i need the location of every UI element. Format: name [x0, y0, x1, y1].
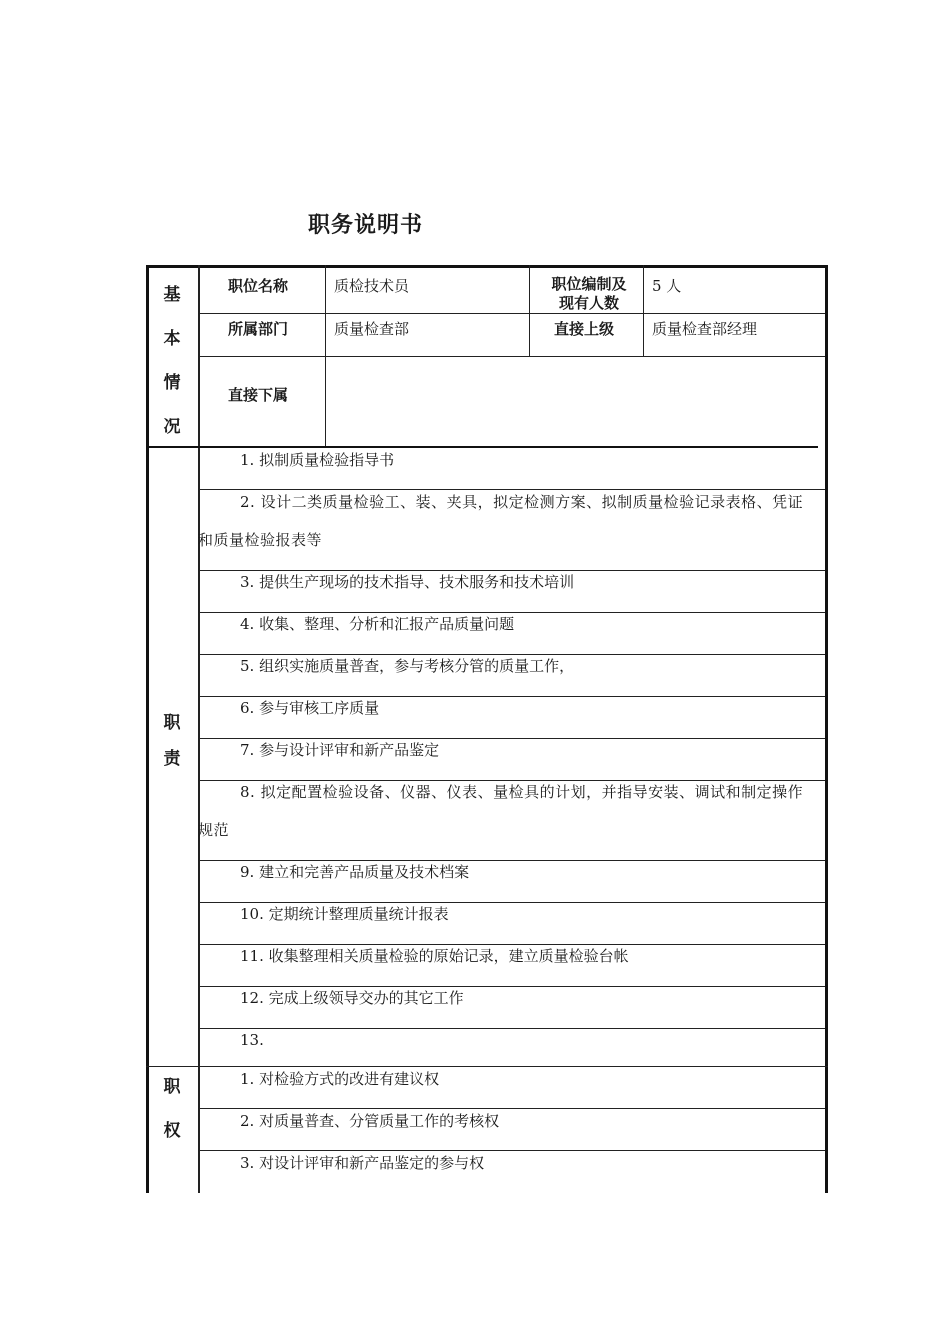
authority-section-label: 职 权 — [163, 1077, 181, 1141]
section-divider — [198, 265, 200, 1193]
duty-item: 2. 设计二类质量检验工、装、夹具，拟定检测方案、拟制质量检验记录表格、凭证和质量检验报表等 — [198, 493, 804, 549]
department-value: 质量检查部 — [334, 320, 410, 338]
basic-row-divider — [198, 356, 825, 357]
duties-section-label: 职 责 — [163, 713, 181, 769]
subordinate-label: 直接下属 — [228, 386, 289, 404]
authority-item: 3. 对设计评审和新产品鉴定的参与权 — [240, 1154, 485, 1172]
table-top-border — [146, 265, 828, 268]
headcount-label: 职位编制及 现有人数 — [551, 275, 627, 312]
position-name-label: 职位名称 — [228, 277, 289, 295]
basic-row-divider — [198, 313, 825, 314]
supervisor-label: 直接上级 — [554, 320, 615, 338]
duty-item: 9. 建立和完善产品质量及技术档案 — [240, 863, 470, 881]
job-description-table — [146, 265, 828, 1193]
position-name-value: 质检技术员 — [334, 277, 410, 295]
supervisor-value: 质量检查部经理 — [652, 320, 758, 338]
basic-col-divider — [643, 265, 644, 357]
duty-item: 3. 提供生产现场的技术指导、技术服务和技术培训 — [240, 573, 575, 591]
duty-item: 13. — [240, 1031, 264, 1049]
department-label: 所属部门 — [228, 320, 289, 338]
basic-col-divider — [529, 265, 530, 357]
duty-item: 10. 定期统计整理质量统计报表 — [240, 905, 449, 923]
duty-item: 12. 完成上级领导交办的其它工作 — [240, 989, 464, 1007]
duty-item: 11. 收集整理相关质量检验的原始记录，建立质量检验台帐 — [240, 947, 629, 965]
duty-item: 7. 参与设计评审和新产品鉴定 — [240, 741, 440, 759]
duty-item: 6. 参与审核工序质量 — [240, 699, 380, 717]
table-right-border — [825, 265, 828, 1193]
duty-item: 5. 组织实施质量普查，参与考核分管的质量工作， — [240, 657, 575, 675]
duty-item: 4. 收集、整理、分析和汇报产品质量问题 — [240, 615, 515, 633]
page-title: 职务说明书 — [308, 213, 424, 238]
duty-item: 8. 拟定配置检验设备、仪器、仪表、量检具的计划，并指导安装、调试和制定操作规范 — [198, 783, 804, 839]
duty-item: 1. 拟制质量检验指导书 — [240, 451, 395, 469]
basic-section-label: 基 本 情 况 — [163, 285, 181, 437]
duty-row-divider — [198, 1028, 825, 1029]
authority-item: 2. 对质量普查、分管质量工作的考核权 — [240, 1112, 500, 1130]
authority-item: 1. 对检验方式的改进有建议权 — [240, 1070, 440, 1088]
headcount-value: 5 人 — [652, 277, 682, 295]
